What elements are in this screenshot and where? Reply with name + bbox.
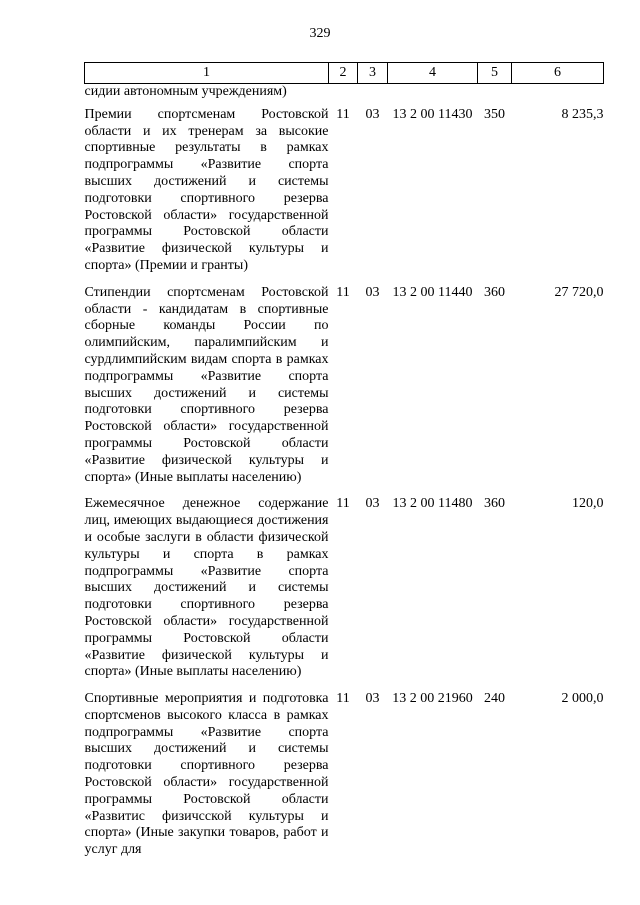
table-row (85, 490, 604, 685)
row-description: Ежемесячное денежное содержание лиц, имеющих выдающиеся достижения и особые заслуги в области физической культуры и спорта в рамках подпрограммы «Развитие спорта высших достижений и системы подготовки спортивного резерва Ростовской области» государственной программы Ростовской области «Развитие физической культуры и спорта» (Иные выплаты населению) (84, 496, 329, 680)
row-target-article: 13 2 00 21960 (392, 691, 473, 707)
row-target-article: 13 2 00 11480 (392, 496, 473, 512)
header-col-4: 4 (388, 63, 478, 84)
row-section: 11 (336, 106, 350, 122)
row-amount: 2 000,0 (561, 691, 604, 707)
row-description: Премии спортсменам Ростовской области и их тренерам за высокие спортивные результаты в рамках подпрограммы «Развитие спорта высших достижений и системы подготовки спортивного резерва Ростовской области» государственной программы Ростовской области «Развитие физической культуры и спорта» (Премии и гранты) (84, 106, 329, 273)
header-col-1: 1 (85, 63, 329, 84)
row-amount: 27 720,0 (554, 284, 604, 300)
header-col-3: 3 (358, 63, 388, 84)
row-expense-type: 360 (484, 496, 505, 512)
continuation-text: сидии автономным учреждениям) (84, 84, 287, 99)
row-amount: 8 235,3 (561, 106, 604, 122)
header-col-6: 6 (512, 63, 604, 84)
header-col-2: 2 (329, 63, 358, 84)
budget-table (84, 62, 604, 863)
row-section: 11 (336, 284, 350, 300)
row-amount: 120,0 (572, 496, 604, 512)
row-subsection: 03 (365, 106, 380, 122)
table-row (85, 101, 604, 279)
table-row (85, 685, 604, 863)
row-subsection: 03 (365, 284, 380, 300)
row-expense-type: 240 (484, 691, 505, 707)
row-subsection: 03 (365, 691, 380, 707)
table-header-row (85, 63, 604, 84)
page-number: 329 (309, 26, 331, 41)
table-row (85, 279, 604, 491)
row-target-article: 13 2 00 11440 (392, 284, 473, 300)
row-section: 11 (336, 496, 350, 512)
row-target-article: 13 2 00 11430 (392, 106, 473, 122)
header-col-5: 5 (478, 63, 512, 84)
row-description: Спортивные мероприятия и подготовка спортсменов высокого класса в рамках подпрограммы «Развитие спорта высших достижений и системы подготовки спортивного резерва Ростовской области» государственной программы Ростовской области «Развитис физичсской культуры и спорта» (Иные закупки товаров, работ и услуг для (84, 691, 329, 858)
row-description: Стипендии спортсменам Ростовской области - кандидатам в спортивные сборные команды России по олимпийским, паралимпийским и сурдлимпийским видам спорта в рамках подпрограммы «Развитие спорта высших достижений и системы подготовки спортивного резерва Ростовской области» государственной программы Ростовской области «Развитие физической культуры и спорта» (Иные выплаты населению) (84, 284, 329, 485)
row-expense-type: 360 (484, 284, 505, 300)
row-expense-type: 350 (484, 106, 505, 122)
row-subsection: 03 (365, 496, 380, 512)
row-section: 11 (336, 691, 350, 707)
continuation-row (85, 84, 604, 101)
